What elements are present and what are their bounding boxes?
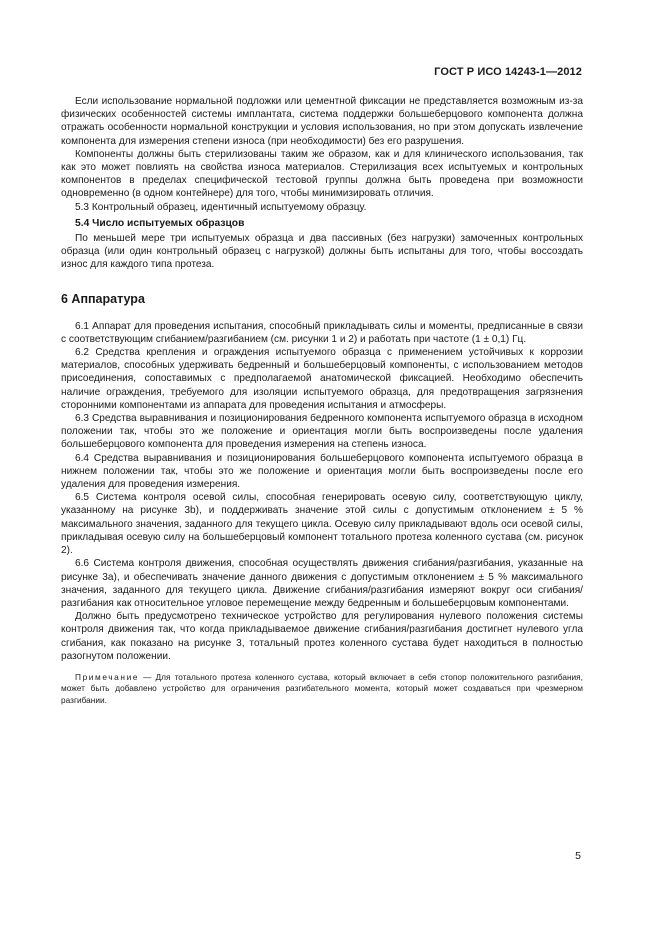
paragraph-6-2: 6.2 Средства крепления и ограждения испытуемого образца с применением устойчивых к коррозии материалов, способных удерживать бедренный и большеберцовый компоненты, с использованием методов присоединения, сопоставимых с предполагаемой анатомической фиксацией. Необходимо обеспечить наличие ограждения, требуемого для изоляции испытуемого образца, для предотвращения загрязнения сторонними компонентами из аппарата для проведения испытания и атмосферы. (61, 347, 583, 411)
paragraph: Должно быть предусмотрено техническое устройство для регулирования нулевого положения системы контроля движения так, что когда прикладываемое движение сгибания/разгибания достигнет нулевого угла сгибания, как показано на рисунке 3, тотальный протез коленного сустава будет находиться в полностью разогнутом положении. (61, 611, 583, 662)
note-label: Примечание (75, 671, 140, 682)
paragraph: Компоненты должны быть стерилизованы таким же образом, как и для клинического использования, так как это может повлиять на свойства износа материалов. Стерилизация всех испытуемых и контрольных компонентов в пределах специфической тестовой группы должна быть проведена при возможности одновременно (в одном контейнере) для того, чтобы минимизировать отличия. (61, 148, 583, 200)
paragraph: Если использование нормальной подложки или цементной фиксации не представляется возможным из-за физических особенностей системы имплантата, система поддержки большеберцового компонента должна отражать особенности нормальной конструкции и условия использования, но при этом допускать извлечение компонента для измерения степени износа (при необходимости) без его разрушения. (61, 96, 583, 147)
paragraph: 5.3 Контрольный образец, идентичный испытуемому образцу. (75, 201, 367, 213)
page-body (61, 95, 583, 706)
paragraph-6-3: 6.3 Средства выравнивания и позиционирования бедренного компонента испытуемого образца в исходном положении так, чтобы это же положение и ориентация могли быть воспроизведены после удаления большеберцового компонента для проведения измерения на степень износа. (61, 413, 583, 451)
section-heading-5-4: 5.4 Число испытуемых образцов (75, 217, 245, 229)
paragraph-6-6: 6.6 Система контроля движения, способная осуществлять движения сгибания/разгибания, указанные на рисунке 3а), и обеспечивать значение данного движения с допустимым отклонением ± 5 % максимального значения, заданного для текущего цикла. Движение сгибания/разгибания измеряют вокруг оси сгибания/разгибания как относительное угловое перемещение между бедренным и большеберцовым компонентами. (61, 558, 583, 609)
section-heading-6: 6 Аппаратура (61, 291, 145, 306)
note-text: — Для тотального протеза коленного сустава, который включает в себя стопор положительного разгибания, может быть добавлено устройство для ограничения разгибательного момента, который может создаваться при чрезмерном разгибании. (61, 671, 583, 705)
paragraph-6-4: 6.4 Средства выравнивания и позиционирования большеберцового компонента испытуемого образца в нижнем положении так, чтобы это же положение и ориентация могли быть воспроизведены после его удаления для проведения измерения. (61, 452, 583, 491)
page-number: 5 (575, 850, 581, 862)
paragraph: По меньшей мере три испытуемых образца и два пассивных (без нагрузки) замоченных контрольных образца (или один контрольный образец с нагрузкой) должны быть испытаны для того, чтобы воссоздать износ для каждого типа протеза. (61, 233, 583, 271)
paragraph-6-1: 6.1 Аппарат для проведения испытания, способный прикладывать силы и моменты, предписанные в связи с соответствующим сгибанием/разгибанием (см. рисунки 1 и 2) и работать при частоте (1 ± 0,1) Гц. (61, 320, 583, 345)
document-header: ГОСТ Р ИСО 14243-1—2012 (434, 66, 582, 78)
paragraph-6-5: 6.5 Система контроля осевой силы, способная генерировать осевую силу, соответствующую циклу, указанному на рисунке 3b), и поддерживать значение этой силы с допустимым отклонением ± 5 % максимального значения, заданного для текущего цикла. Осевую силу прикладывают вдоль оси осевой силы, прикладывая осевую силу на большеберцовый компонент тотального протеза коленного сустава (см. рисунок 2). (61, 492, 583, 557)
note (61, 672, 583, 707)
